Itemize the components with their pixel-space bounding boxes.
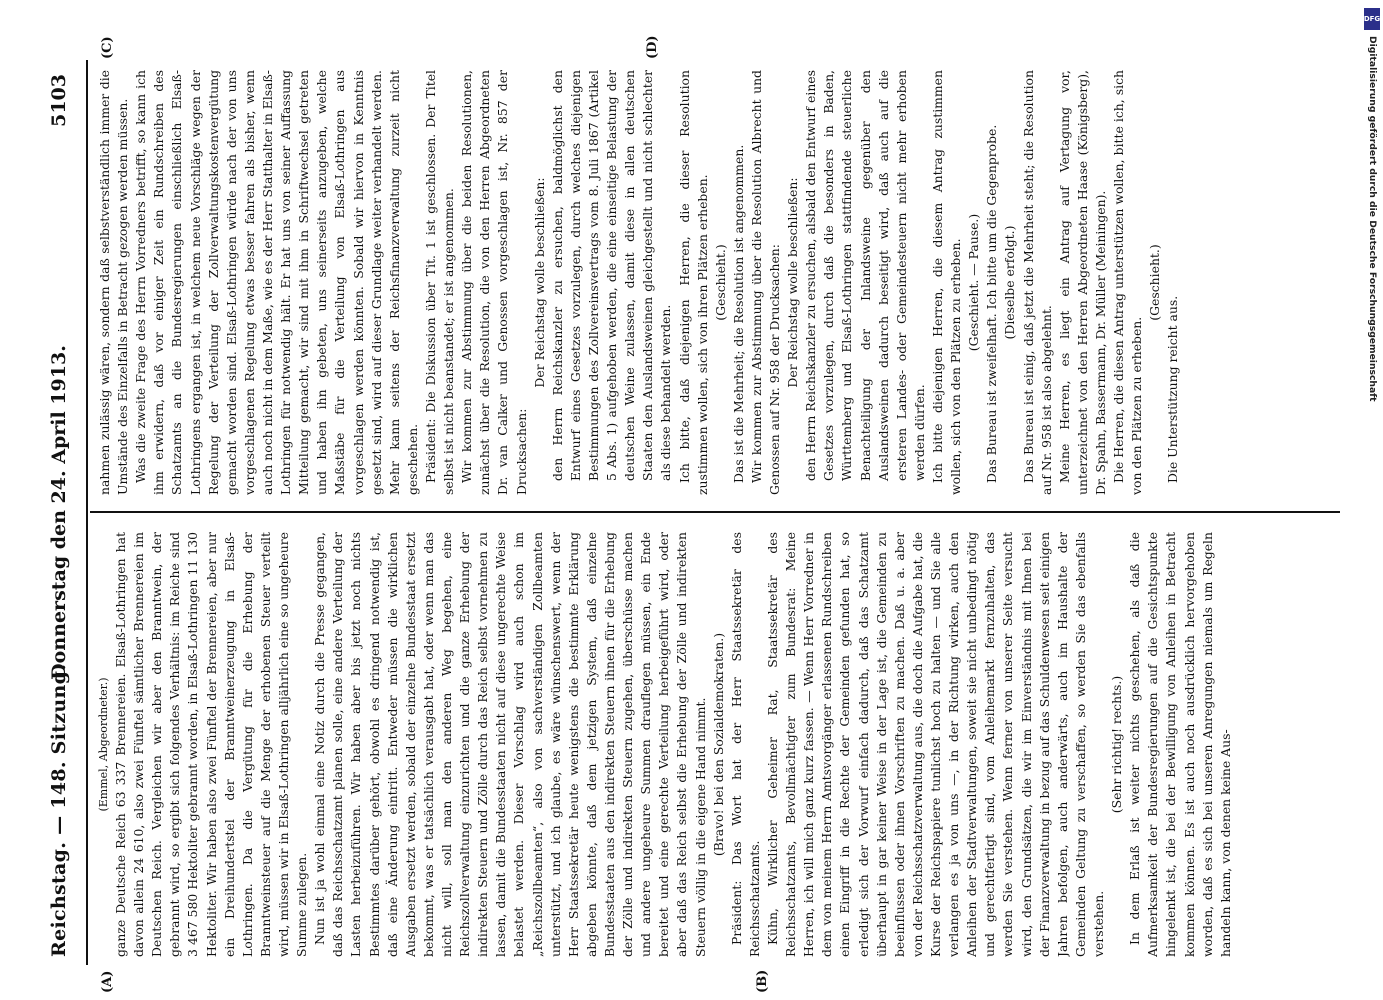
paragraph: Die Herren, die diesen Antrag unterstützen wollen, bitte ich, sich von den Plätzen zu erheben. <box>1111 70 1145 495</box>
paragraph: Das ist die Mehrheit; die Resolution ist angenommen. <box>730 144 746 483</box>
header-date: Donnerstag den 24. April 1913. <box>48 345 70 680</box>
paragraph: Wir kommen zur Abstimmung über die beiden Resolutionen, zunächst über die Resolution, die von den Herren Abgeordneten Dr. van Calker und Genossen vorgeschlagen ist, Nr. 857 der Drucksachen: <box>459 70 529 495</box>
president-remark: Präsident: Das Wort hat der Herr Staatssekretär des Reichsschatzamts. <box>728 532 762 957</box>
margin-marker-b: (B) <box>755 969 770 993</box>
paragraph: Nun ist ja wohl einmal eine Notiz durch die Presse gegangen, daß das Reichsschatzamt planen solle, eine andere Verteilung der Lasten herbeizuführen. Wir haben aber bis jetzt noch nichts Bestimmtes darüber gehört, obwohl es dringend notwendig ist, daß eine Änderung eintritt. Entweder müssen die wirklichen Ausgaben ersetzt werden, sobald der einzelne Bundesstaat ersetzt bekommt, was er tatsächlich verausgabt hat, oder wenn man das nicht will, soll man den anderen Weg begehen, eine Reichszollverwaltung einzurichten und die ganze Erhebung der indirekten Steuern und Zölle durch das Reich selbst vornehmen zu lassen, damit die Bundesstaaten nicht auf diese ungerechte Weise belastet werden. Dieser Vorschlag wird auch schon im „Reichszollbeamten“, also von sachverständigen Zollbeamten unterstützt, und ich glaube, es wäre wünschenswert, wenn der Herr Staatssekretär heute wenigstens die bestimmte Erklärung abgeben könnte, daß dem jetzigen System, daß einzelne Bundesstaaten aus den indirekten Steuern ihnen für die Erhebung der Zölle und indirekten Steuern zugehen, überschüsse machen und andere ungeheure Summen drauflegen müssen, ein Ende bereitet und eine gerechte Verteilung herbeigeführt wird, oder aber daß das Reich selbst die Erhebung der Zölle und indirekten Steuern völlig in die eigene Hand nimmt. <box>312 532 708 957</box>
credit-strip <box>1364 36 1382 796</box>
digitization-credit: Digitalisierung gefördert durch die Deutsche Forschungsgemeinschaft <box>1367 36 1378 402</box>
right-column <box>96 70 1336 495</box>
resolution-intro: Der Reichstag wolle beschließen: <box>531 177 547 388</box>
paragraph: Die Unterstützung reicht aus. <box>1165 295 1181 483</box>
margin-marker-d: (D) <box>645 35 660 59</box>
event-note: (Dieselbe erfolgt.) <box>1002 225 1018 340</box>
paragraph: nahmen zulässig wären, sondern daß selbstverständlich immer die Umstände des Einzelfalls in Betracht gezogen werden müssen. <box>97 70 131 495</box>
left-column <box>96 532 1336 957</box>
resolution-text: den Herrn Reichskanzler zu ersuchen, baldmöglichst den Entwurf eines Gesetzes vorzulegen, durch welches diejenigen Bestimmungen des Zollvereinsvertrags vom 8. Juli 1867 (Artikel 5 Abs. 1) aufgehoben werden, die eine einseitige Belastung der deutschen Weine zulassen, damit diese in allen deutschen Staaten den Auslandsweinen gleichgestellt und nicht schlechter als diese behandelt werden. <box>549 70 674 481</box>
dfg-logo: DFG <box>1364 8 1380 30</box>
page-header <box>40 60 88 965</box>
paragraph: Kühn, Wirklicher Geheimer Rat, Staatssekretär des Reichsschatzamts, Bevollmächtigter zum Bundesrat: Meine Herren, ich will mich ganz kurz fassen. — Wenn Herr Vorredner in dem von meinem Herrn Amtsvorgänger erlassenen Rundschreiben einen Eingriff in die Rechte der Gemeinden gefunden hat, so erledigt sich der Vorwurf einfach dadurch, daß das Schatzamt überhaupt in gar keiner Weise in der Lage ist, die Gemeinden zu beeinflussen oder ihnen Vorschriften zu machen. Daß u. a. aber von der Reichsschatzverwaltung aus, die doch die Aufgabe hat, die Kurse der Reichspapiere tunlichst hoch zu halten — und Sie alle verlangen es ja von uns —, in der Richtung wirken, auch den Anleihen der Stadtverwaltungen, soweit sie nicht unbedingt nötig und gerechtfertigt sind, vom Anleihemarkt fernzuhalten, das werden Sie verstehen. Wenn ferner von unserer Seite versucht wird, den Grundsätzen, die wir im Einverständnis mit Ihnen bei der Finanzverwaltung in bezug auf das Schuldenwesen seit einigen Jahren befolgen, auch anderwärts, auch im Haushalte der Gemeinden Geltung zu verschaffen, so werden Sie das ebenfalls verstehen. <box>764 532 1106 957</box>
event-note: (Geschieht. — Pause.) <box>966 213 982 352</box>
rotated-page <box>40 35 1340 993</box>
header-left: Reichstag. — 148. Sitzung. <box>48 663 70 957</box>
speaker-note: (Emmel, Abgeordneter.) <box>97 677 110 812</box>
page-number: 5103 <box>48 74 70 127</box>
event-note: (Geschieht.) <box>712 244 728 321</box>
president-remark: Präsident: Die Diskussion über Tit. 1 ist geschlossen. Der Titel selbst ist nicht beanstandet; er ist angenommen. <box>422 70 457 495</box>
paragraph: Was die zweite Frage des Herrn Vorredners betrifft, so kann ich ihm erwidern, daß vor einiger Zeit ein Rundschreiben des Schatzamts an die Bundesregierungen einschließlich Elsaß-Lothringens ergangen ist, in welchem neue Vorschläge wegen der Regelung der Verteilung der Zollverwaltungskostenvergütung gemacht worden sind. Elsaß-Lothringen würde nach der von uns vorgeschlagenen Regelung etwas besser fahren als bisher, wenn auch noch nicht in dem Maße, wie es der Herr Statthalter in Elsaß-Lothringen für notwendig hält. Er hat uns von seiner Auffassung Mitteilung gemacht, wir sind mit ihm in Schriftwechsel getreten und haben ihn gebeten, uns seinerseits anzugeben, welche Maßstäbe für die Verteilung von Elsaß-Lothringen aus vorgeschlagen werden könnten. Sobald wir hiervon in Kenntnis gesetzt sind, wird auf dieser Grundlage weiter verhandelt werden. Mehr kann seitens der Reichsfinanzverwaltung zurzeit nicht geschehen. <box>133 70 420 495</box>
applause-note: (Bravo! bei den Sozialdemokraten.) <box>710 632 726 857</box>
resolution-text: den Herrn Reichskanzler zu ersuchen, alsbald den Entwurf eines Gesetzes vorzulegen, durch daß die besonders in Baden, Württemberg und Elsaß-Lothringen stattfindende steuerliche Benachteiligung der Inlandsweine gegenüber den Auslandsweinen dadurch beseitigt wird, daß auch auf die ersteren Landes- oder Gemeindesteuern nicht mehr erhoben werden dürfen. <box>803 70 927 481</box>
margin-marker-c: (C) <box>100 36 115 59</box>
paragraph: Wir kommen zur Abstimmung über die Resolution Albrecht und Genossen auf Nr. 958 der Drucksachen: <box>748 70 783 495</box>
column-divider <box>90 511 1340 513</box>
paragraph: Ich bitte, daß diejenigen Herren, die dieser Resolution zustimmen wollen, sich von ihren Plätzen erheben. <box>676 70 710 495</box>
paragraph: Das Bureau ist zweifelhaft. Ich bitte um die Gegenprobe. <box>984 124 1000 483</box>
paragraph: ganze Deutsche Reich 63 337 Brennereien. Elsaß-Lothringen hat davon allein 24 610, also zwei Fünftel sämtlicher Brennereien im Deutschen Reich. Vergleichen wir aber den Branntwein, der gebrannt wird, so ergibt sich folgendes Verhältnis: im Reiche sind 3 467 580 Hektoliter gebrannt worden, in Elsaß-Lothringen 11 130 Hektoliter. Wir haben also zwei Fünftel der Brennereien, aber nur ein Dreihundertstel der Branntweinerzeugung in Elsaß-Lothringen. Da die Vergütung für die Erhebung der Branntweinsteuer auf die Menge der erhobenen Steuer verteilt wird, müssen wir in Elsaß-Lothringen alljährlich eine so ungeheure Summe zulegen. <box>113 532 310 957</box>
paragraph: Meine Herren, es liegt ein Antrag auf Vertagung vor, unterzeichnet von den Herren Abgeordneten Haase (Königsberg), Dr. Spahn, Bassermann, Dr. Müller (Meiningen). <box>1056 70 1109 495</box>
resolution-intro: Der Reichstag wolle beschließen: <box>785 177 801 388</box>
margin-marker-a: (A) <box>100 970 115 993</box>
paragraph: Ich bitte diejenigen Herren, die diesem Antrag zustimmen wollen, sich von den Plätzen zu erheben. <box>930 70 964 495</box>
event-note: (Geschieht.) <box>1147 244 1163 321</box>
applause-note: (Sehr richtig! rechts.) <box>1109 675 1125 814</box>
paragraph: In dem Erlaß ist weiter nichts geschehen, als daß die Aufmerksamkeit der Bundesregierungen auf die Gesichtspunkte hingelenkt ist, die bei der Bewilligung von Anleihen in Betracht kommen können. Es ist auch noch ausdrücklich hervorgehoben worden, daß es sich bei unseren Anregungen niemals um Regeln handeln kann, von denen keine Aus- <box>1127 532 1233 957</box>
paragraph: Das Bureau ist einig, daß jetzt die Mehrheit steht; die Resolution auf Nr. 958 ist also abgelehnt. <box>1020 70 1054 495</box>
